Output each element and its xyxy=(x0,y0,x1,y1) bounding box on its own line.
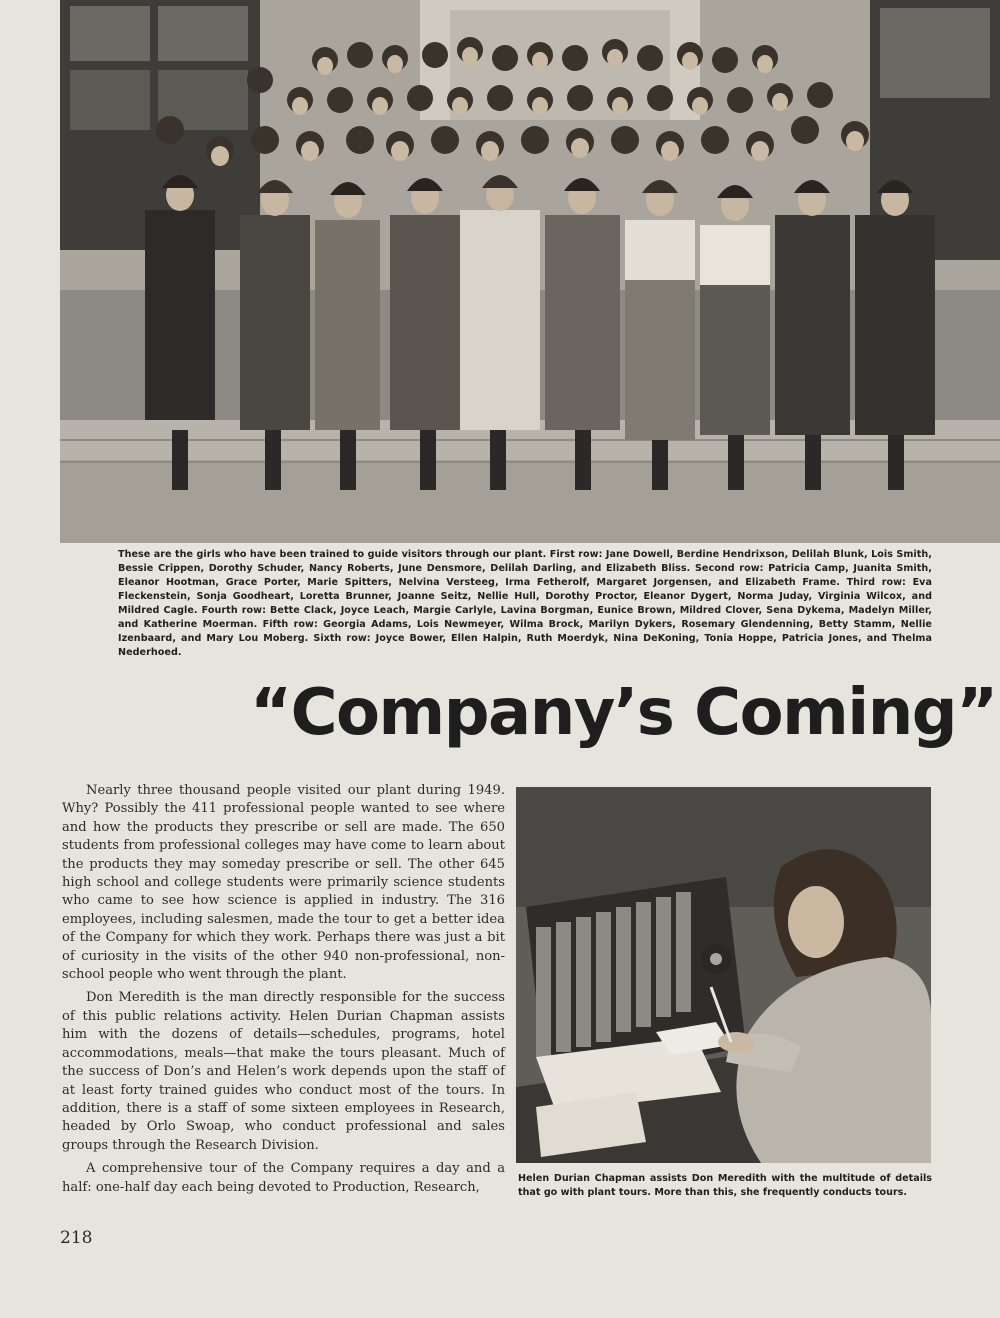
group-photo xyxy=(60,0,1000,543)
article-paragraph-3: A comprehensive tour of the Company requires a day and a half: one-half day each being devoted to Production, Research, xyxy=(62,1161,505,1195)
portrait-photo xyxy=(516,787,931,1163)
article-headline: “Company’s Coming” xyxy=(250,676,997,750)
article-body xyxy=(62,782,505,1202)
portrait-photo-caption: Helen Durian Chapman assists Don Meredith with the multitude of details that go with plant tours. More than this, she frequently conducts tours. xyxy=(518,1173,932,1198)
group-photo-caption: These are the girls who have been trained to guide visitors through our plant. First row: Jane Dowell, Berdine Hendrixson, Delilah Blunk, Lois Smith, Bessie Crippen, Dorothy Schuder, Nancy Roberts, June Densmore, Delilah Darling, and Elizabeth Bliss. Second row: Patricia Camp, Juanita Smith, Eleanor Hootman, Grace Porter, Marie Spitters, Nelvina Versteeg, Irma Fetherolf, Margaret Jorgensen, and Elizabeth Frame. Third row: Eva Fleckenstein, Sonja Goodheart, Loretta Brunner, Joanne Seitz, Nellie Hull, Dorothy Proctor, Eleanor Dygert, Norma Juday, Virginia Wilcox, and Mildred Cagle. Fourth row: Bette Clack, Joyce Leach, Margie Carlyle, Lavina Borgman, Eunice Brown, Mildred Clover, Sena Dykema, Madelyn Miller, and Katherine Moerman. Fifth row: Georgia Adams, Lois Newmeyer, Wilma Brock, Marilyn Dykers, Rosemary Glendenning, Betty Stamm, Nellie Izenbaard, and Mary Lou Moberg. Sixth row: Joyce Bower, Ellen Halpin, Ruth Moerdyk, Nina DeKoning, Tonia Hoppe, Patricia Jones, and Thelma Nederhoed. xyxy=(118,549,932,658)
article-paragraph-1: Nearly three thousand people visited our plant during 1949. Why? Possibly the 411 professional people wanted to see where and how the products they prescribe or sell are made. The 650 students from professional colleges may have come to learn about the products they may someday prescribe or sell. The other 645 high school and college students were primarily science students who came to see how science is applied in industry. The 316 employees, including salesmen, made the tour to get a better idea of the Company for which they work. Perhaps there was just a bit of curiosity in the visits of the other 940 non-professional, non-school people who went through the plant. xyxy=(62,783,505,983)
article-paragraph-2: Don Meredith is the man directly responsible for the success of this public relations activity. Helen Durian Chapman assists him with the dozens of details—schedules, programs, hotel accommodations, meals—that make the tours pleasant. Much of the success of Don’s and Helen’s work depends upon the staff of at least forty trained guides who conduct most of the tours. In addition, there is a staff of some sixteen employees in Research, headed by Orlo Swoap, who conduct professional and sales groups through the Research Division. xyxy=(62,990,505,1153)
page-number: 218 xyxy=(60,1228,93,1248)
